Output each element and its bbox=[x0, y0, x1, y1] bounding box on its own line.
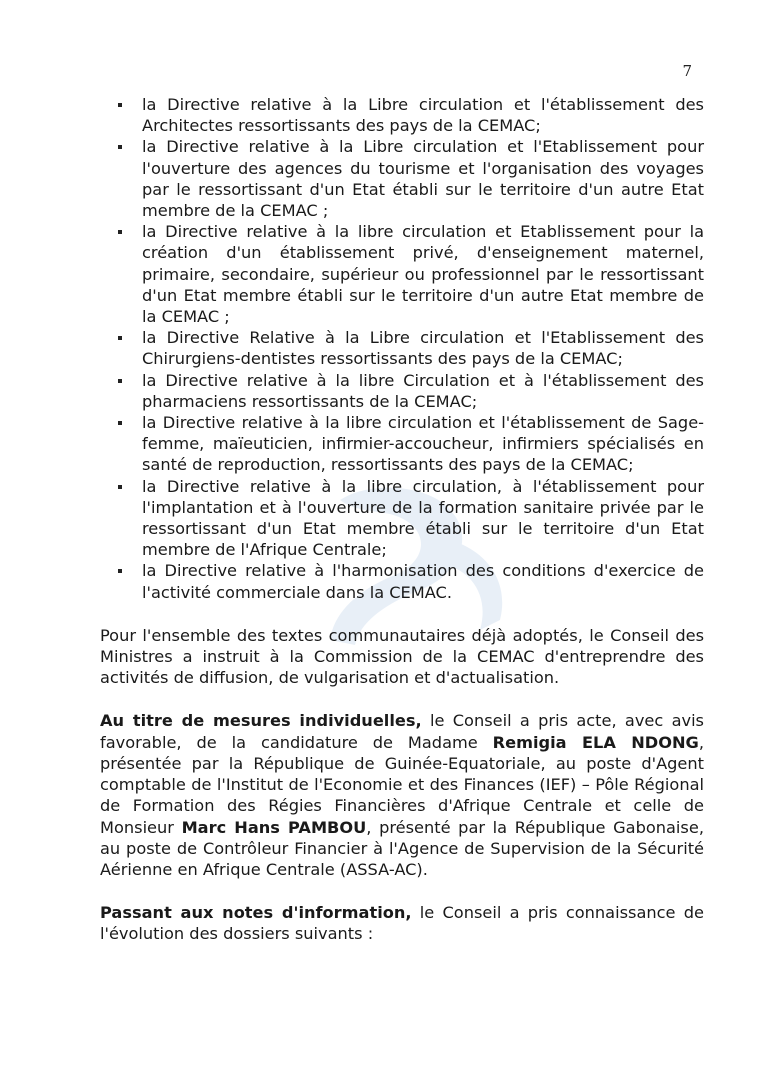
paragraph-information-notes bbox=[100, 902, 704, 944]
directive-list bbox=[100, 94, 704, 603]
text-span: , présenté par la République Gabonaise, au poste de Contrôleur Financier à l'Agence de Supervision de la Sécurité Aérienne en Afrique Centrale (ASSA-AC). bbox=[100, 817, 704, 879]
heading-information-notes: Passant aux notes d'information, bbox=[100, 903, 412, 923]
list-item: la Directive relative à l'harmonisation des conditions d'exercice de l'activité commerciale dans la CEMAC. bbox=[100, 560, 704, 602]
heading-individual-measures: Au titre de mesures individuelles, bbox=[100, 711, 422, 731]
list-item: la Directive relative à la Libre circulation et l'établissement des Architectes ressortissants des pays de la CEMAC; bbox=[100, 94, 704, 136]
paragraph-individual-measures bbox=[100, 710, 704, 880]
list-item: la Directive relative à la libre circulation, à l'établissement pour l'implantation et à l'ouverture de la formation sanitaire privée par le ressortissant d'un Etat membre établi sur le territoire d'un Etat membre de l'Afrique Centrale; bbox=[100, 476, 704, 561]
list-item: la Directive Relative à la Libre circulation et l'Etablissement des Chirurgiens-dentistes ressortissants des pays de la CEMAC; bbox=[100, 327, 704, 369]
text-span: , présentée par la République de Guinée-Equatoriale, au poste d'Agent comptable de l'Institut de l'Economie et des Finances (IEF) – Pôle Régional de Formation des Régies Financières d'Afrique Centrale et celle de Monsieur bbox=[100, 732, 704, 837]
person-name: Marc Hans PAMBOU bbox=[181, 817, 367, 837]
person-name: Remigia ELA NDONG bbox=[492, 732, 699, 752]
list-item: la Directive relative à la libre Circulation et à l'établissement des pharmaciens ressortissants de la CEMAC; bbox=[100, 370, 704, 412]
text-span: le Conseil a pris acte, avec avis favorable, de la candidature de Madame bbox=[100, 711, 704, 752]
list-item: la Directive relative à la libre circulation et Etablissement pour la création d'un établissement privé, d'enseignement maternel, primaire, secondaire, supérieur ou professionnel par le ressortissant d'un Etat membre établi sur le territoire d'un autre Etat membre de la CEMAC ; bbox=[100, 221, 704, 327]
page-number: 7 bbox=[682, 62, 692, 80]
list-item: la Directive relative à la libre circulation et l'établissement de Sage-femme, maïeuticien, infirmier-accoucheur, infirmiers spécialisés en santé de reproduction, ressortissants des pays de la CEMAC; bbox=[100, 412, 704, 476]
list-item: la Directive relative à la Libre circulation et l'Etablissement pour l'ouverture des agences du tourisme et l'organisation des voyages par le ressortissant d'un Etat établi sur le territoire d'un autre Etat membre de la CEMAC ; bbox=[100, 136, 704, 221]
text-span: le Conseil a pris connaissance de l'évolution des dossiers suivants : bbox=[100, 903, 704, 944]
paragraph-community-texts: Pour l'ensemble des textes communautaires déjà adoptés, le Conseil des Ministres a instruit à la Commission de la CEMAC d'entreprendre des activités de diffusion, de vulgarisation et d'actualisation. bbox=[100, 625, 704, 688]
document-body bbox=[100, 94, 704, 945]
